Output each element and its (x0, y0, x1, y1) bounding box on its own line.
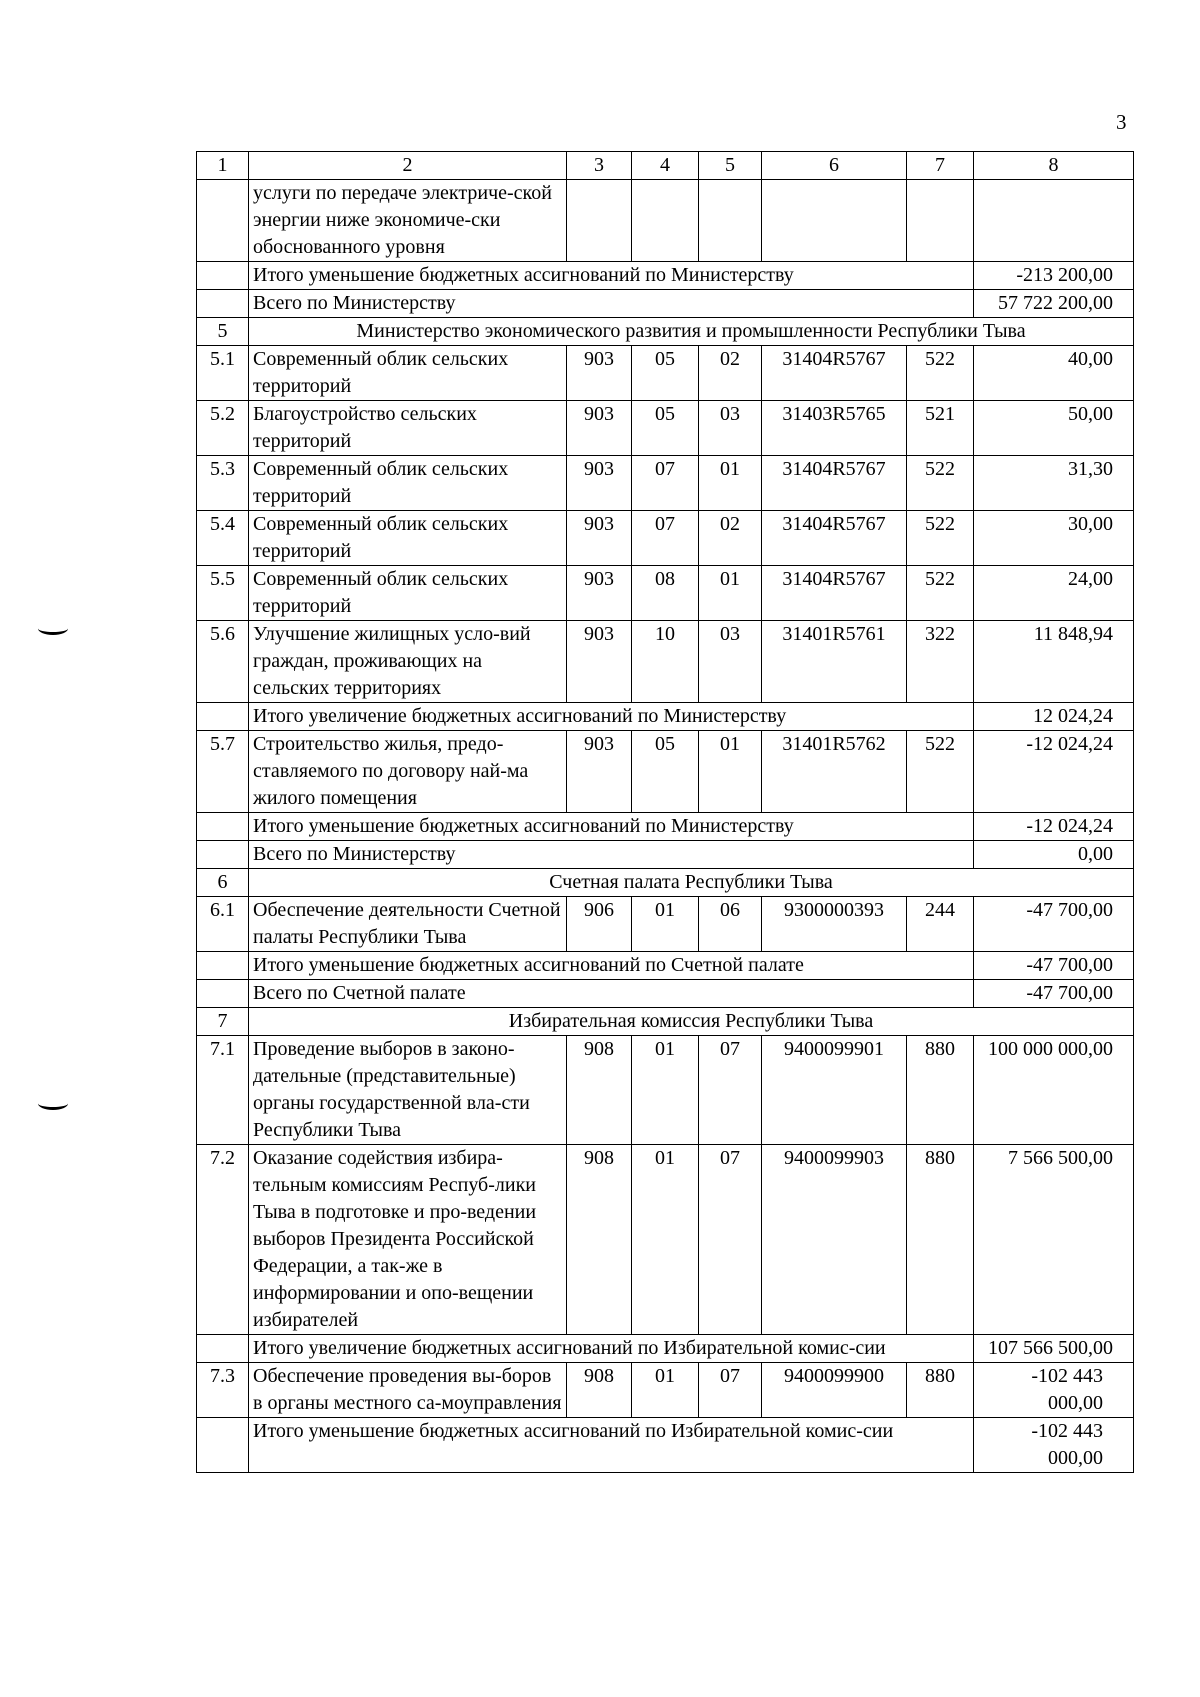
table-row (197, 401, 1134, 456)
budget-table (196, 151, 1134, 1473)
section-title: Счетная палата Республики Тыва (249, 869, 1134, 897)
cell-code-5: 01 (699, 566, 762, 621)
total-row (197, 1335, 1134, 1363)
cell-code-6 (762, 180, 907, 262)
row-amount: -102 443 000,00 (974, 1363, 1134, 1418)
cell-code-3: 908 (567, 1363, 632, 1418)
total-label: Итого увеличение бюджетных ассигнований по Избирательной комис-сии (249, 1335, 974, 1363)
row-amount: 31,30 (974, 456, 1134, 511)
row-number: 7.3 (197, 1363, 249, 1418)
total-empty-cell (197, 813, 249, 841)
cell-code-4 (632, 180, 699, 262)
cell-code-3: 903 (567, 346, 632, 401)
row-name: Улучшение жилищных усло-вий граждан, проживающих на сельских территориях (249, 621, 567, 703)
table-row (197, 566, 1134, 621)
section-title: Избирательная комиссия Республики Тыва (249, 1008, 1134, 1036)
total-empty-cell (197, 952, 249, 980)
row-name: Обеспечение деятельности Счетной палаты Республики Тыва (249, 897, 567, 952)
row-name: Современный облик сельских территорий (249, 566, 567, 621)
cell-code-5: 03 (699, 401, 762, 456)
table-row (197, 731, 1134, 813)
total-label: Всего по Министерству (249, 841, 974, 869)
cell-code-3: 906 (567, 897, 632, 952)
row-amount: -12 024,24 (974, 731, 1134, 813)
header-cell: 7 (907, 152, 974, 180)
table-row (197, 511, 1134, 566)
row-number: 5.7 (197, 731, 249, 813)
cell-code-7: 522 (907, 456, 974, 511)
row-name: Современный облик сельских территорий (249, 511, 567, 566)
row-name: Проведение выборов в законо-дательные (представительные) органы государственной вла-сти Республики Тыва (249, 1036, 567, 1145)
row-amount: -47 700,00 (974, 897, 1134, 952)
table-row (197, 346, 1134, 401)
cell-code-6: 31401R5762 (762, 731, 907, 813)
table-row (197, 621, 1134, 703)
row-number: 5.4 (197, 511, 249, 566)
total-row (197, 1418, 1134, 1473)
cell-code-5: 07 (699, 1363, 762, 1418)
header-cell: 4 (632, 152, 699, 180)
row-number: 5.1 (197, 346, 249, 401)
header-cell: 3 (567, 152, 632, 180)
row-amount: 11 848,94 (974, 621, 1134, 703)
table-row (197, 897, 1134, 952)
cell-code-4: 07 (632, 456, 699, 511)
cell-code-3: 903 (567, 511, 632, 566)
cell-code-7: 522 (907, 511, 974, 566)
total-amount: -102 443 000,00 (974, 1418, 1134, 1473)
cell-code-7: 880 (907, 1036, 974, 1145)
total-amount: 57 722 200,00 (974, 290, 1134, 318)
table-row (197, 1036, 1134, 1145)
total-empty-cell (197, 1418, 249, 1473)
cell-code-5: 01 (699, 731, 762, 813)
total-amount: 107 566 500,00 (974, 1335, 1134, 1363)
cell-code-6: 31404R5767 (762, 511, 907, 566)
cell-code-6: 9300000393 (762, 897, 907, 952)
cell-code-3: 903 (567, 621, 632, 703)
page-number: 3 (1116, 110, 1127, 134)
cell-code-7 (907, 180, 974, 262)
total-row (197, 841, 1134, 869)
row-number: 6.1 (197, 897, 249, 952)
header-cell: 5 (699, 152, 762, 180)
cell-code-5: 03 (699, 621, 762, 703)
cell-code-3: 908 (567, 1036, 632, 1145)
header-cell: 8 (974, 152, 1134, 180)
cell-code-4: 05 (632, 731, 699, 813)
cell-code-5: 06 (699, 897, 762, 952)
cell-code-6: 9400099901 (762, 1036, 907, 1145)
total-amount: -47 700,00 (974, 980, 1134, 1008)
header-cell: 6 (762, 152, 907, 180)
cell-code-5: 02 (699, 346, 762, 401)
total-empty-cell (197, 703, 249, 731)
row-number: 7.2 (197, 1145, 249, 1335)
section-number: 7 (197, 1008, 249, 1036)
cell-code-6: 9400099903 (762, 1145, 907, 1335)
section-number: 5 (197, 318, 249, 346)
table-row (197, 1363, 1134, 1418)
margin-mark (38, 622, 68, 635)
row-number: 7.1 (197, 1036, 249, 1145)
cell-code-3: 903 (567, 401, 632, 456)
cell-code-6: 31404R5767 (762, 456, 907, 511)
cell-code-7: 322 (907, 621, 974, 703)
cell-code-6: 31403R5765 (762, 401, 907, 456)
row-name: Строительство жилья, предо-ставляемого по договору най-ма жилого помещения (249, 731, 567, 813)
total-label: Итого уменьшение бюджетных ассигнований по Министерству (249, 813, 974, 841)
row-name: Оказание содействия избира-тельным комиссиям Респуб-лики Тыва в подготовке и про-ведении выборов Президента Российской Федерации, а так-же в информировании и опо-вещении избирателей (249, 1145, 567, 1335)
total-amount: 0,00 (974, 841, 1134, 869)
row-number: 5.3 (197, 456, 249, 511)
total-row (197, 952, 1134, 980)
cell-code-4: 05 (632, 346, 699, 401)
cell-code-4: 07 (632, 511, 699, 566)
section-row (197, 869, 1134, 897)
total-empty-cell (197, 262, 249, 290)
cell-code-5: 07 (699, 1145, 762, 1335)
section-row (197, 318, 1134, 346)
cell-code-6: 31404R5767 (762, 566, 907, 621)
total-row (197, 262, 1134, 290)
row-number: 5.6 (197, 621, 249, 703)
cell-code-4: 01 (632, 897, 699, 952)
cell-code-4: 01 (632, 1363, 699, 1418)
table-body (197, 180, 1134, 1473)
total-amount: 12 024,24 (974, 703, 1134, 731)
total-empty-cell (197, 1335, 249, 1363)
row-name: Обеспечение проведения вы-боров в органы местного са-моуправления (249, 1363, 567, 1418)
header-cell: 2 (249, 152, 567, 180)
cell-code-4: 01 (632, 1036, 699, 1145)
total-empty-cell (197, 980, 249, 1008)
cell-code-4: 10 (632, 621, 699, 703)
cell-code-6: 9400099900 (762, 1363, 907, 1418)
cell-code-7: 244 (907, 897, 974, 952)
table-row (197, 180, 1134, 262)
total-label: Итого уменьшение бюджетных ассигнований по Избирательной комис-сии (249, 1418, 974, 1473)
cell-code-4: 08 (632, 566, 699, 621)
row-amount: 40,00 (974, 346, 1134, 401)
section-title: Министерство экономического развития и промышленности Республики Тыва (249, 318, 1134, 346)
row-amount: 7 566 500,00 (974, 1145, 1134, 1335)
row-amount: 30,00 (974, 511, 1134, 566)
cell-code-7: 880 (907, 1363, 974, 1418)
margin-mark (38, 1097, 68, 1110)
cell-code-3: 903 (567, 731, 632, 813)
total-label: Итого уменьшение бюджетных ассигнований по Счетной палате (249, 952, 974, 980)
cell-code-5 (699, 180, 762, 262)
row-amount: 24,00 (974, 566, 1134, 621)
total-amount: -47 700,00 (974, 952, 1134, 980)
total-row (197, 980, 1134, 1008)
cell-code-7: 521 (907, 401, 974, 456)
total-empty-cell (197, 841, 249, 869)
row-amount: 50,00 (974, 401, 1134, 456)
total-empty-cell (197, 290, 249, 318)
total-amount: -213 200,00 (974, 262, 1134, 290)
row-amount (974, 180, 1134, 262)
cell-code-7: 522 (907, 346, 974, 401)
total-row (197, 703, 1134, 731)
total-row (197, 290, 1134, 318)
total-label: Всего по Министерству (249, 290, 974, 318)
section-row (197, 1008, 1134, 1036)
cell-code-7: 880 (907, 1145, 974, 1335)
cell-code-4: 01 (632, 1145, 699, 1335)
row-name: Современный облик сельских территорий (249, 346, 567, 401)
row-name: Благоустройство сельских территорий (249, 401, 567, 456)
row-name: Современный облик сельских территорий (249, 456, 567, 511)
cell-code-5: 01 (699, 456, 762, 511)
cell-code-3 (567, 180, 632, 262)
cell-code-3: 903 (567, 566, 632, 621)
total-row (197, 813, 1134, 841)
total-label: Итого уменьшение бюджетных ассигнований по Министерству (249, 262, 974, 290)
cell-code-6: 31404R5767 (762, 346, 907, 401)
total-label: Итого увеличение бюджетных ассигнований по Министерству (249, 703, 974, 731)
cell-code-5: 07 (699, 1036, 762, 1145)
row-amount: 100 000 000,00 (974, 1036, 1134, 1145)
cell-code-6: 31401R5761 (762, 621, 907, 703)
cell-code-4: 05 (632, 401, 699, 456)
row-number (197, 180, 249, 262)
cell-code-3: 903 (567, 456, 632, 511)
table-row (197, 1145, 1134, 1335)
header-cell: 1 (197, 152, 249, 180)
table-header-row (197, 152, 1134, 180)
section-number: 6 (197, 869, 249, 897)
row-name: услуги по передаче электриче-ской энергии ниже экономиче-ски обоснованного уровня (249, 180, 567, 262)
table-row (197, 456, 1134, 511)
row-number: 5.5 (197, 566, 249, 621)
row-number: 5.2 (197, 401, 249, 456)
total-amount: -12 024,24 (974, 813, 1134, 841)
total-label: Всего по Счетной палате (249, 980, 974, 1008)
cell-code-5: 02 (699, 511, 762, 566)
cell-code-7: 522 (907, 731, 974, 813)
cell-code-7: 522 (907, 566, 974, 621)
cell-code-3: 908 (567, 1145, 632, 1335)
